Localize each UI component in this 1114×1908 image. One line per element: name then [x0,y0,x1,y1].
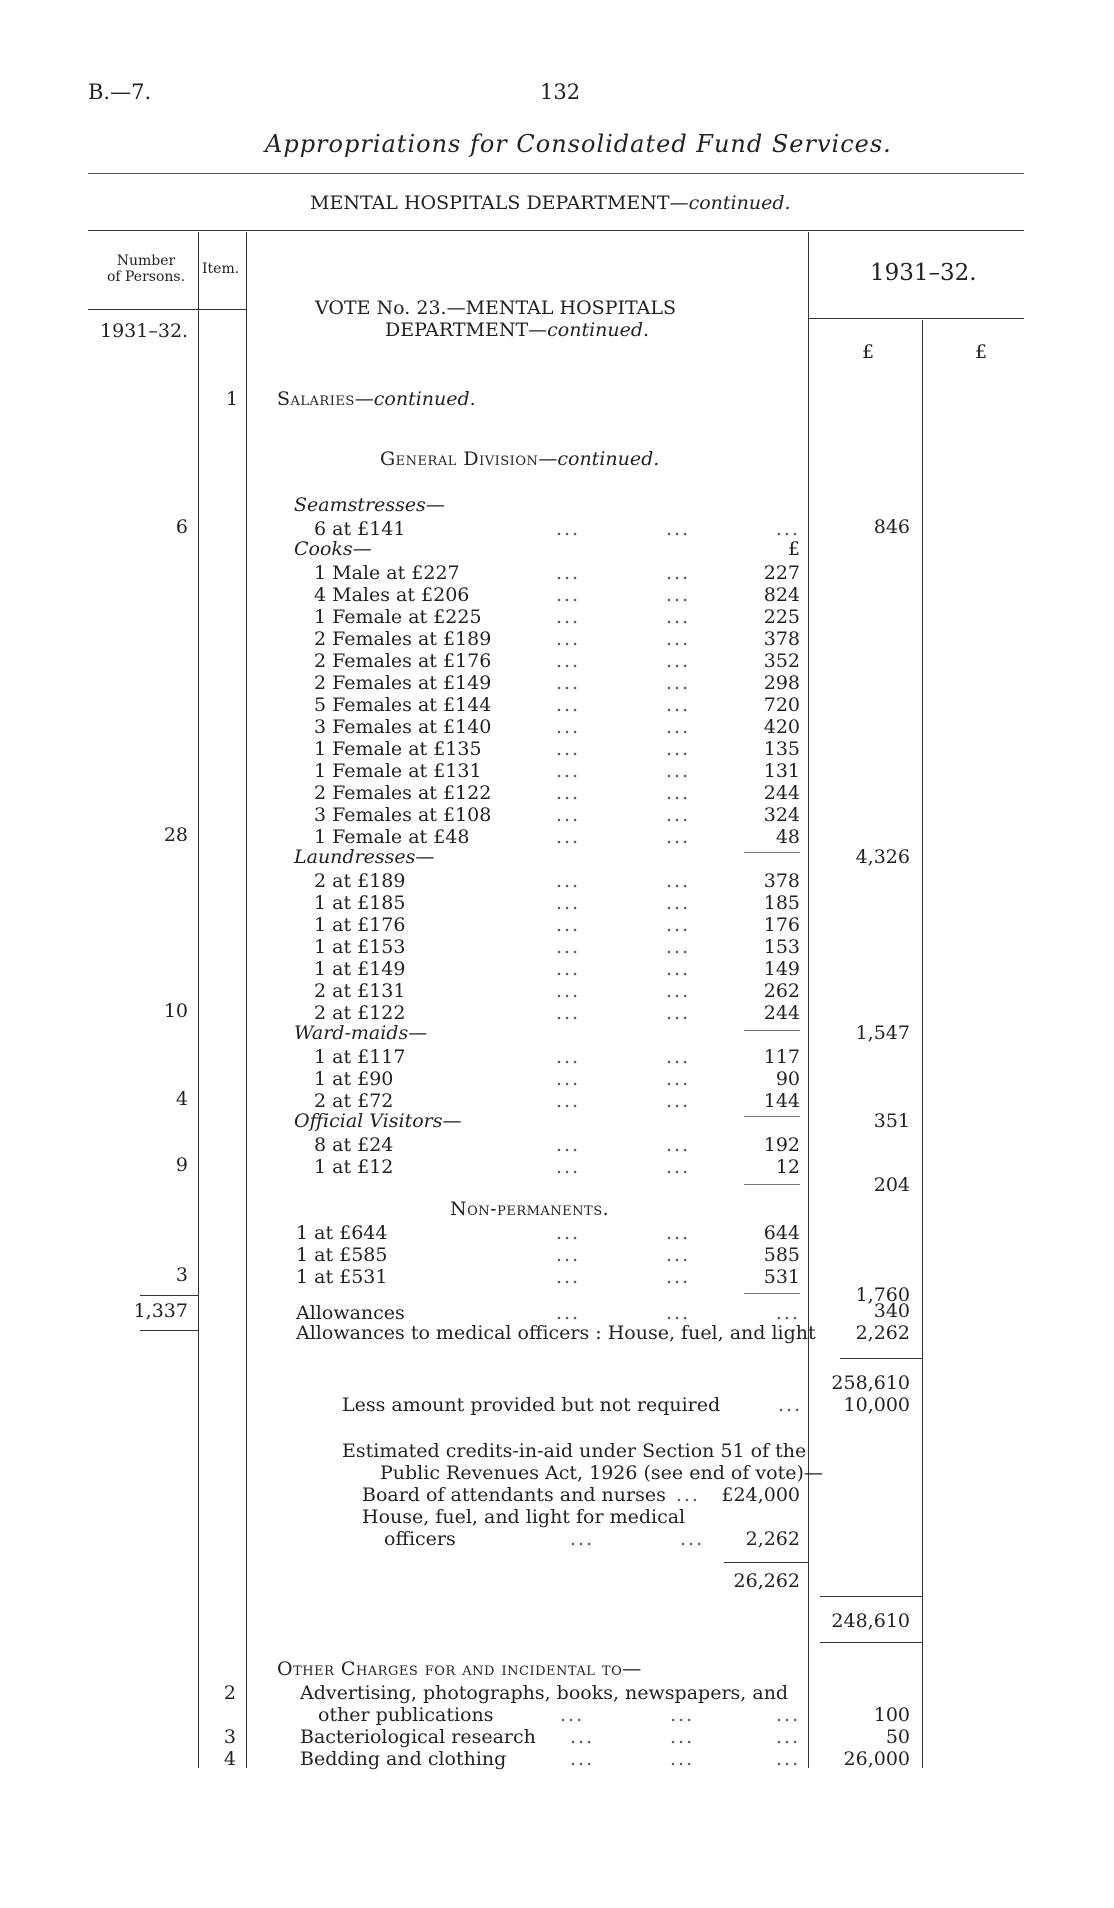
dots: ... [556,892,581,914]
salaries-label: Salaries [277,388,355,410]
laundresses-row [296,914,816,936]
cooks-row-label: 2 Females at £122 [314,782,492,804]
currency-col2: £ [975,341,988,363]
medical-allowances-label: Allowances to medical officers : House, fuel, and light [296,1322,816,1344]
laundresses-row-amount: 378 [763,870,800,892]
dots: ... [670,1704,695,1726]
dots: ... [556,760,581,782]
cooks-row [296,738,816,760]
year-header-rule [808,318,1024,319]
official-visitors-row-amount: 192 [763,1134,800,1156]
laundresses-row [296,1002,816,1024]
persons-header-line1: Number [116,253,176,269]
dots: ... [666,716,691,738]
non-permanents-row-amount: 531 [763,1266,800,1288]
dots: ... [556,804,581,826]
other-charge-amount: 50 [885,1726,910,1748]
dots: ... [666,672,691,694]
cooks-row [296,826,816,848]
dots: ... [666,782,691,804]
laundresses-heading: Laundresses— [294,846,435,868]
currency-col1: £ [862,341,875,363]
laundresses-row [296,870,816,892]
seamstresses-row [296,518,816,540]
net-rule-bottom [820,1642,922,1643]
ward-maids-row [296,1090,816,1112]
official-visitors-row-amount: 12 [775,1156,800,1178]
dots: ... [666,606,691,628]
cooks-row [296,672,816,694]
cooks-row-amount: 48 [775,826,800,848]
seamstresses-total: 846 [873,516,910,538]
dots: ... [570,1748,595,1770]
cooks-row-amount: 227 [763,562,800,584]
dots: ... [666,562,691,584]
dots: ... [556,716,581,738]
dots: ... [666,518,691,540]
non-permanents-row-label: 1 at £531 [296,1266,388,1288]
other-charge-item-no: 4 [223,1748,236,1770]
dots: ... [666,650,691,672]
credits-line2: Public Revenues Act, 1926 (see end of vote)— [380,1462,823,1484]
ward-maids-total: 351 [873,1110,910,1132]
dots: ... [666,980,691,1002]
dots: ... [556,1244,581,1266]
cooks-heading: Cooks— [294,538,372,560]
laundresses-row [296,958,816,980]
col-rule-persons-item [198,232,199,1768]
official-visitors-heading: Official Visitors— [294,1110,462,1132]
dots: ... [556,782,581,804]
cooks-persons: 28 [163,824,188,846]
laundresses-row-label: 1 at £149 [314,958,406,980]
dots: ... [666,760,691,782]
dots: ... [670,1748,695,1770]
other-charges-heading: Other Charges for and incidental to— [277,1658,642,1680]
official-visitors-row-label: 8 at £24 [314,1134,394,1156]
year-header: 1931–32. [870,260,977,286]
board-amount: £24,000 [721,1484,800,1506]
persons-total-rule-top [140,1295,198,1296]
dots: ... [778,1394,803,1416]
ward-maids-row [296,1046,816,1068]
dots: ... [556,650,581,672]
dots: ... [776,1748,801,1770]
dots: ... [666,1090,691,1112]
cooks-row [296,694,816,716]
dots: ... [556,1302,581,1324]
laundresses-row-amount: 176 [763,914,800,936]
official-visitors-persons: 9 [175,1154,188,1176]
dots: ... [775,518,800,540]
dots: ... [556,1046,581,1068]
non-permanents-row-label: 1 at £585 [296,1244,388,1266]
laundresses-row-label: 1 at £153 [314,936,406,958]
other-charge-label: Advertising, photographs, books, newspapers, and [300,1682,789,1704]
dots: ... [556,672,581,694]
table-top-rule [88,230,1024,231]
dots: ... [675,1484,700,1506]
laundresses-row-amount: 262 [763,980,800,1002]
persons-header-rule [88,309,246,310]
dots: ... [556,958,581,980]
net-rule-top [820,1596,922,1597]
laundresses-row-amount: 149 [763,958,800,980]
other-charge-amount: 100 [873,1704,910,1726]
persons-total-rule-bottom [140,1330,198,1331]
other-charge-amount: 26,000 [843,1748,910,1770]
dots: ... [556,1266,581,1288]
official-visitors-row [296,1134,816,1156]
board-label-text: Board of attendants and nurses [362,1484,666,1506]
credits-total: 26,262 [733,1570,800,1592]
official-visitors-total: 204 [873,1174,910,1196]
department-name: MENTAL HOSPITALS DEPARTMENT [310,192,670,214]
dots: ... [666,628,691,650]
ward-maids-row [296,1068,816,1090]
salaries-item-no: 1 [226,388,239,410]
cooks-row-amount: 720 [763,694,800,716]
cooks-row [296,584,816,606]
dots: ... [680,1528,705,1550]
cooks-row [296,606,816,628]
cooks-row [296,760,816,782]
dots: ... [666,1002,691,1024]
seamstresses-heading: Seamstresses— [294,494,445,516]
laundresses-subtotal-rule [744,1030,800,1031]
house-line2: officers [384,1528,456,1550]
dots: ... [560,1704,585,1726]
cooks-row-label: 2 Females at £189 [314,628,492,650]
col-rule-item-text [246,232,247,1768]
dots: ... [570,1528,595,1550]
dots: ... [556,914,581,936]
cooks-row-amount: 131 [763,760,800,782]
laundresses-row-amount: 244 [763,1002,800,1024]
page-title: Appropriations for Consolidated Fund Services. [265,130,892,158]
ward-maids-row-amount: 90 [775,1068,800,1090]
ward-maids-row-amount: 144 [763,1090,800,1112]
allowances-amount: 340 [873,1300,910,1322]
cooks-row-label: 3 Females at £108 [314,804,492,826]
department-heading [310,194,791,213]
vote-heading-line1: VOTE No. 23.—MENTAL HOSPITALS [315,297,676,319]
dots: ... [556,694,581,716]
allowances-row [296,1302,816,1324]
cooks-subtotal-rule [744,852,800,853]
cooks-row [296,716,816,738]
credits-line1: Estimated credits-in-aid under Section 51 of the [342,1440,807,1462]
col-rule-amount-amount [922,320,923,1768]
board-label [362,1486,700,1505]
subtotal-amount: 258,610 [831,1372,910,1394]
total-persons: 1,337 [133,1300,188,1322]
page-number: 132 [540,80,581,104]
cooks-currency: £ [787,538,800,560]
ward-maids-row-label: 1 at £117 [314,1046,406,1068]
cooks-row-label: 1 Female at £48 [314,826,470,848]
ward-maids-persons: 4 [175,1088,188,1110]
cooks-row [296,628,816,650]
cooks-row-label: 4 Males at £206 [314,584,470,606]
dots: ... [775,1302,800,1324]
laundresses-row-amount: 185 [763,892,800,914]
laundresses-row-label: 1 at £185 [314,892,406,914]
cooks-row-amount: 225 [763,606,800,628]
dots: ... [556,936,581,958]
non-permanents-row-label: 1 at £644 [296,1222,388,1244]
credits-total-rule [724,1562,808,1563]
non-permanents-row [296,1244,816,1266]
cooks-row-amount: 135 [763,738,800,760]
cooks-row-label: 1 Female at £135 [314,738,482,760]
dots: ... [556,606,581,628]
house-amount: 2,262 [745,1528,800,1550]
cooks-row [296,804,816,826]
cooks-row [296,562,816,584]
less-amount: 10,000 [843,1394,910,1416]
dots: ... [556,1156,581,1178]
laundresses-persons: 10 [163,1000,188,1022]
cooks-row-label: 1 Female at £131 [314,760,482,782]
official-visitors-row [296,1156,816,1178]
dots: ... [666,1302,691,1324]
laundresses-row-label: 2 at £122 [314,1002,406,1024]
dots: ... [666,1046,691,1068]
dots: ... [666,1266,691,1288]
cooks-row-amount: 824 [763,584,800,606]
salaries-continued: —continued. [354,388,476,410]
cooks-row-label: 3 Females at £140 [314,716,492,738]
cooks-row-amount: 378 [763,628,800,650]
persons-year: 1931–32. [100,320,189,342]
vote-dept: DEPARTMENT [385,318,529,341]
dots: ... [666,870,691,892]
ward-maids-row-amount: 117 [763,1046,800,1068]
cooks-row-label: 2 Females at £176 [314,650,492,672]
cooks-row-amount: 324 [763,804,800,826]
dots: ... [666,936,691,958]
dots: ... [570,1726,595,1748]
ward-maids-heading: Ward-maids— [294,1022,428,1044]
vote-heading-line2 [315,320,676,342]
medical-allowances-amount: 2,262 [855,1322,910,1344]
cooks-row-label: 2 Females at £149 [314,672,492,694]
dots: ... [556,826,581,848]
other-charge-label: Bedding and clothing [300,1748,507,1770]
laundresses-row-label: 2 at £189 [314,870,406,892]
nonperm-subtotal-rule [744,1293,800,1294]
dots: ... [666,892,691,914]
dots: ... [556,518,581,540]
cooks-row-label: 1 Female at £225 [314,606,482,628]
dots: ... [556,1002,581,1024]
dots: ... [666,584,691,606]
cooks-row [296,782,816,804]
laundresses-row-label: 1 at £176 [314,914,406,936]
general-division-label: General Division [380,448,539,470]
dots: ... [666,694,691,716]
non-permanents-heading: Non-permanents. [450,1198,610,1220]
ward-maids-row-label: 1 at £90 [314,1068,394,1090]
item-header: Item. [202,261,240,277]
vote-continued: —continued. [528,318,650,341]
dots: ... [666,1068,691,1090]
less-label: Less amount provided but not required [342,1394,721,1416]
dots: ... [556,628,581,650]
dots: ... [666,1222,691,1244]
dots: ... [666,958,691,980]
series-code: B.—7. [88,80,152,104]
cooks-row-amount: 298 [763,672,800,694]
cooks-row-label: 5 Females at £144 [314,694,492,716]
dots: ... [666,804,691,826]
salaries-heading [277,390,476,409]
laundresses-row [296,980,816,1002]
house-line1: House, fuel, and light for medical [362,1506,686,1528]
dots: ... [666,1244,691,1266]
dots: ... [776,1726,801,1748]
dots: ... [556,980,581,1002]
laundresses-row-label: 2 at £131 [314,980,406,1002]
vote-heading [315,298,676,342]
general-division-heading [380,450,659,469]
cooks-row-label: 1 Male at £227 [314,562,460,584]
laundresses-row-amount: 153 [763,936,800,958]
dots: ... [556,1068,581,1090]
allowances-label: Allowances [296,1302,405,1324]
other-charge-item-no: 2 [223,1682,236,1704]
persons-header-line2: of Persons. [106,269,186,286]
non-permanents-persons: 3 [175,1264,188,1286]
non-permanents-total: 1,760 [855,1284,910,1306]
laundresses-total: 1,547 [855,1022,910,1044]
other-charge-item-no: 3 [223,1726,236,1748]
dots: ... [666,826,691,848]
dots: ... [666,1156,691,1178]
dots: ... [556,1222,581,1244]
subtotal-rule [840,1358,922,1359]
dots: ... [556,870,581,892]
cooks-row-amount: 420 [763,716,800,738]
dots: ... [666,1134,691,1156]
dots: ... [556,1134,581,1156]
net-amount: 248,610 [831,1610,910,1632]
dots: ... [556,1090,581,1112]
other-charge-label: Bacteriological research [300,1726,536,1748]
persons-header [98,253,194,285]
cooks-row [296,650,816,672]
ward-maids-row-label: 2 at £72 [314,1090,394,1112]
visitors-subtotal-rule [744,1184,800,1185]
non-permanents-row [296,1222,816,1244]
non-permanents-row-amount: 585 [763,1244,800,1266]
seamstresses-label: 6 at £141 [314,518,406,540]
dots: ... [666,738,691,760]
dots: ... [556,738,581,760]
cooks-row-amount: 352 [763,650,800,672]
cooks-row-amount: 244 [763,782,800,804]
title-rule [88,173,1024,174]
laundresses-row [296,936,816,958]
dots: ... [556,562,581,584]
laundresses-row [296,892,816,914]
non-permanents-row [296,1266,816,1288]
dots: ... [666,914,691,936]
dots: ... [556,584,581,606]
department-continued: —continued. [669,192,791,214]
general-division-continued: —continued. [538,448,660,470]
dots: ... [670,1726,695,1748]
cooks-total: 4,326 [855,846,910,868]
other-charge-label-cont: other publications [318,1704,494,1726]
dots: ... [776,1704,801,1726]
ward-maids-subtotal-rule [744,1116,800,1117]
seamstresses-persons: 6 [175,516,188,538]
non-permanents-row-amount: 644 [763,1222,800,1244]
official-visitors-row-label: 1 at £12 [314,1156,394,1178]
